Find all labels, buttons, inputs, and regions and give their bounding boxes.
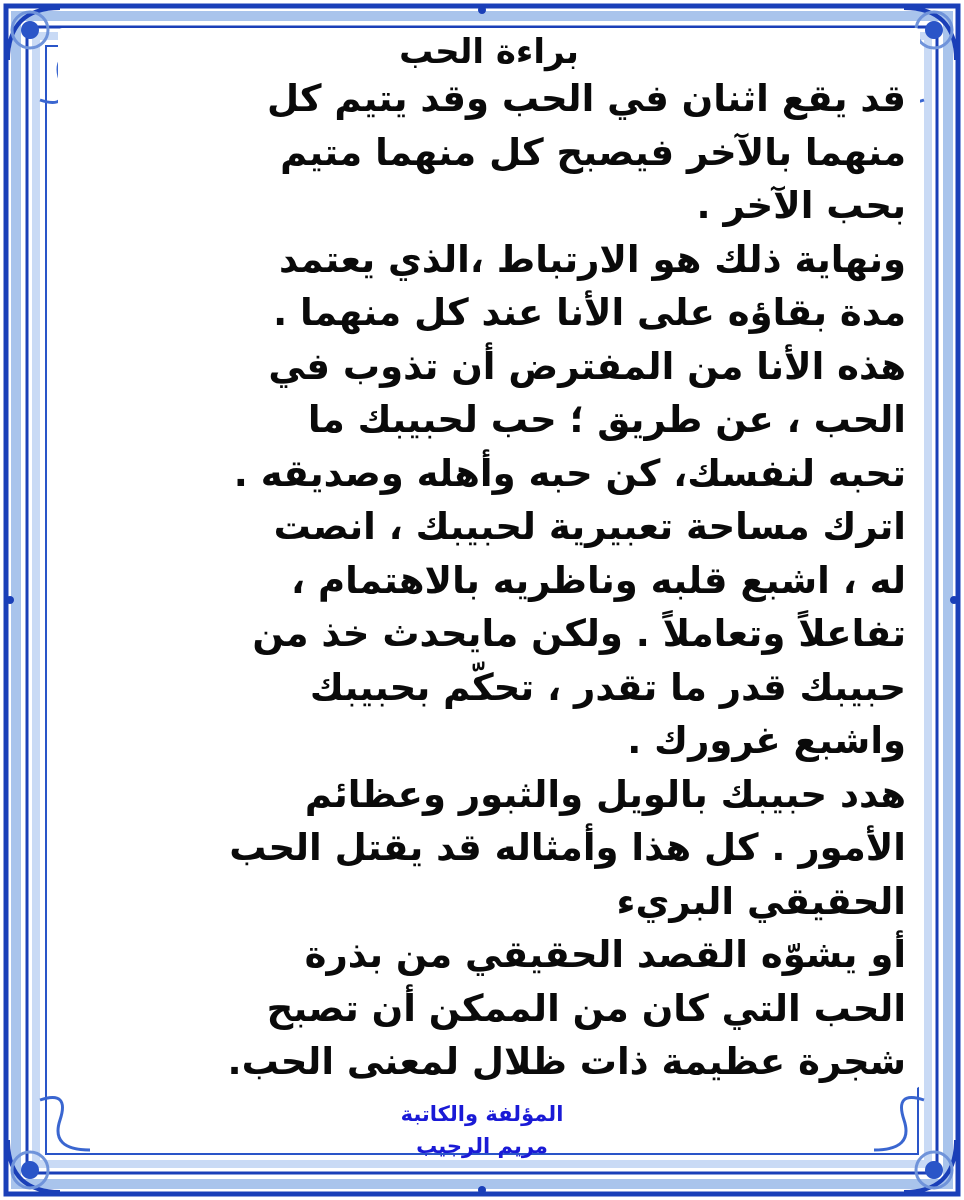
- body-line-16: الحقيقي البريء: [616, 879, 906, 923]
- body-line-11: تفاعلاً وتعاملاً . ولكن مايحدث خذ من: [252, 612, 906, 655]
- body-line-7: الحب ، عن طريق ؛ حب لحبيبك ما: [307, 398, 906, 441]
- body-line-5: مدة بقاؤه على الأنا عند كل منهما .: [273, 291, 906, 334]
- body-line-17: أو يشوّه القصد الحقيقي من بذرة: [304, 933, 906, 976]
- body-line-6: هذه الأنا من المفترض أن تذوب في: [268, 344, 906, 388]
- body-line-13: واشبع غرورك .: [627, 719, 906, 762]
- body-line-18: الحب التي كان من الممكن أن تصبح: [266, 986, 906, 1030]
- page-title: براءة الحب: [399, 32, 579, 72]
- body-line-3: بحب الآخر .: [696, 184, 906, 227]
- body-line-15: الأمور . كل هذا وأمثاله قد يقتل الحب: [229, 826, 906, 869]
- body-line-10: له ، اشبع قلبه وناظريه بالاهتمام ،: [291, 558, 906, 602]
- body-line-12: حبيبك قدر ما تقدر ، تحكّم بحبيبك: [309, 665, 906, 709]
- body-line-14: هدد حبيبك بالويل والثبور وعظائم: [304, 772, 906, 816]
- body-line-2: منهما بالآخر فيصبح كل منهما متيم: [280, 130, 906, 174]
- author-signature: [382, 1098, 582, 1162]
- body-line-9: اترك مساحة تعبيرية لحبيبك ، انصت: [273, 505, 906, 548]
- author-role: المؤلفة والكاتبة: [400, 1102, 564, 1126]
- author-name: مريم الرجيب: [416, 1134, 548, 1158]
- body-line-19: شجرة عظيمة ذات ظلال لمعنى الحب.: [227, 1040, 906, 1083]
- body-line-1: قد يقع اثنان في الحب وقد يتيم كل: [266, 77, 906, 120]
- body-line-8: تحبه لنفسك، كن حبه وأهله وصديقه .: [233, 451, 906, 495]
- body-line-4: ونهاية ذلك هو الارتباط ،الذي يعتمد: [279, 237, 906, 281]
- text-panel: [58, 28, 920, 1088]
